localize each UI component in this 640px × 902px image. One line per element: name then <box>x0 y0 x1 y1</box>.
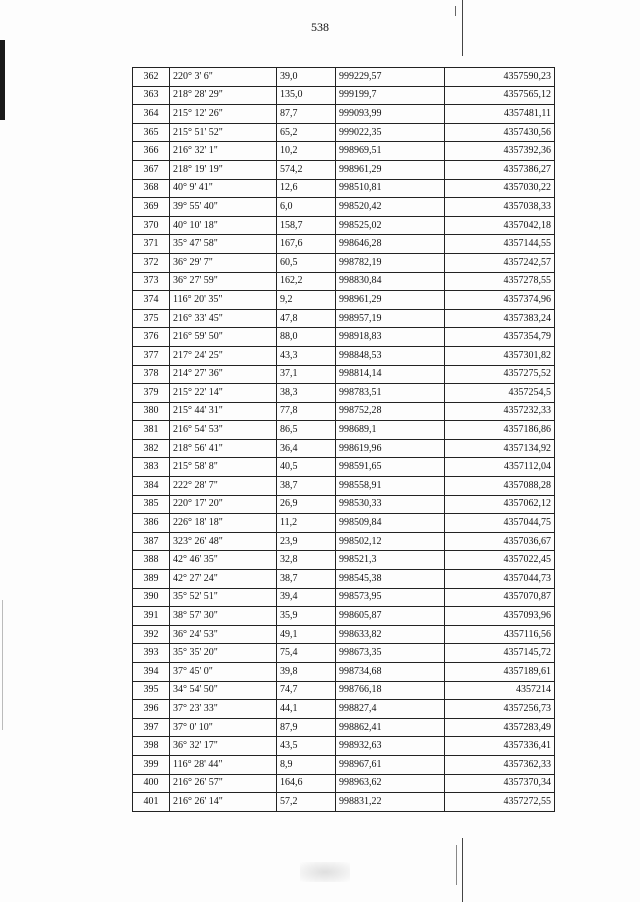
x-coordinate-cell: 998525,02 <box>336 216 445 235</box>
point-number-cell: 382 <box>133 439 170 458</box>
direction-angle-cell: 34° 54' 50" <box>170 681 277 700</box>
x-coordinate-cell: 998766,18 <box>336 681 445 700</box>
point-number-cell: 368 <box>133 179 170 198</box>
x-coordinate-cell: 998961,29 <box>336 291 445 310</box>
x-coordinate-cell: 998862,41 <box>336 718 445 737</box>
y-coordinate-cell: 4357088,28 <box>445 477 555 496</box>
distance-cell: 43,5 <box>277 737 336 756</box>
scan-artifact-bottom-line <box>462 838 463 902</box>
distance-cell: 23,9 <box>277 532 336 551</box>
y-coordinate-cell: 4357214 <box>445 681 555 700</box>
scan-artifact-smudge <box>300 862 350 882</box>
direction-angle-cell: 323° 26' 48" <box>170 532 277 551</box>
direction-angle-cell: 216° 26' 57" <box>170 774 277 793</box>
direction-angle-cell: 216° 26' 14" <box>170 793 277 812</box>
point-number-cell: 394 <box>133 663 170 682</box>
y-coordinate-cell: 4357038,33 <box>445 198 555 217</box>
distance-cell: 74,7 <box>277 681 336 700</box>
x-coordinate-cell: 998918,83 <box>336 328 445 347</box>
distance-cell: 37,1 <box>277 365 336 384</box>
y-coordinate-cell: 4357336,41 <box>445 737 555 756</box>
table-row <box>133 235 555 254</box>
direction-angle-cell: 216° 32' 1" <box>170 142 277 161</box>
table-row <box>133 570 555 589</box>
x-coordinate-cell: 998502,12 <box>336 532 445 551</box>
direction-angle-cell: 222° 28' 7" <box>170 477 277 496</box>
y-coordinate-cell: 4357116,56 <box>445 625 555 644</box>
scan-artifact-left-bar <box>0 40 5 120</box>
y-coordinate-cell: 4357042,18 <box>445 216 555 235</box>
x-coordinate-cell: 998545,38 <box>336 570 445 589</box>
table-row <box>133 198 555 217</box>
table-row <box>133 253 555 272</box>
table-row <box>133 160 555 179</box>
direction-angle-cell: 214° 27' 36" <box>170 365 277 384</box>
x-coordinate-cell: 998831,22 <box>336 793 445 812</box>
x-coordinate-cell: 998689,1 <box>336 421 445 440</box>
x-coordinate-cell: 998969,51 <box>336 142 445 161</box>
distance-cell: 88,0 <box>277 328 336 347</box>
y-coordinate-cell: 4357070,87 <box>445 588 555 607</box>
point-number-cell: 397 <box>133 718 170 737</box>
y-coordinate-cell: 4357112,04 <box>445 458 555 477</box>
direction-angle-cell: 36° 29' 7" <box>170 253 277 272</box>
x-coordinate-cell: 998830,84 <box>336 272 445 291</box>
y-coordinate-cell: 4357242,57 <box>445 253 555 272</box>
table-row <box>133 216 555 235</box>
point-number-cell: 376 <box>133 328 170 347</box>
point-number-cell: 391 <box>133 607 170 626</box>
table-row <box>133 402 555 421</box>
direction-angle-cell: 40° 10' 18" <box>170 216 277 235</box>
distance-cell: 135,0 <box>277 86 336 105</box>
distance-cell: 167,6 <box>277 235 336 254</box>
direction-angle-cell: 215° 58' 8" <box>170 458 277 477</box>
x-coordinate-cell: 998510,81 <box>336 179 445 198</box>
x-coordinate-cell: 998783,51 <box>336 384 445 403</box>
direction-angle-cell: 42° 46' 35" <box>170 551 277 570</box>
distance-cell: 12,6 <box>277 179 336 198</box>
table-row <box>133 272 555 291</box>
direction-angle-cell: 40° 9' 41" <box>170 179 277 198</box>
x-coordinate-cell: 998633,82 <box>336 625 445 644</box>
point-number-cell: 379 <box>133 384 170 403</box>
table-row <box>133 551 555 570</box>
direction-angle-cell: 216° 33' 45" <box>170 309 277 328</box>
y-coordinate-cell: 4357189,61 <box>445 663 555 682</box>
point-number-cell: 384 <box>133 477 170 496</box>
table-row <box>133 439 555 458</box>
x-coordinate-cell: 998591,65 <box>336 458 445 477</box>
y-coordinate-cell: 4357022,45 <box>445 551 555 570</box>
table-row <box>133 291 555 310</box>
x-coordinate-cell: 998619,96 <box>336 439 445 458</box>
distance-cell: 39,8 <box>277 663 336 682</box>
distance-cell: 158,7 <box>277 216 336 235</box>
table-row <box>133 142 555 161</box>
direction-angle-cell: 39° 55' 40" <box>170 198 277 217</box>
x-coordinate-cell: 998932,63 <box>336 737 445 756</box>
direction-angle-cell: 218° 19' 19" <box>170 160 277 179</box>
direction-angle-cell: 226° 18' 18" <box>170 514 277 533</box>
point-number-cell: 395 <box>133 681 170 700</box>
point-number-cell: 373 <box>133 272 170 291</box>
page-number: 538 <box>311 20 329 34</box>
direction-angle-cell: 220° 17' 20" <box>170 495 277 514</box>
distance-cell: 35,9 <box>277 607 336 626</box>
direction-angle-cell: 37° 45' 0" <box>170 663 277 682</box>
table-row <box>133 737 555 756</box>
point-number-cell: 387 <box>133 532 170 551</box>
table-row <box>133 421 555 440</box>
x-coordinate-cell: 998521,3 <box>336 551 445 570</box>
x-coordinate-cell: 998530,33 <box>336 495 445 514</box>
table-row <box>133 663 555 682</box>
distance-cell: 87,9 <box>277 718 336 737</box>
x-coordinate-cell: 998509,84 <box>336 514 445 533</box>
x-coordinate-cell: 998961,29 <box>336 160 445 179</box>
y-coordinate-cell: 4357354,79 <box>445 328 555 347</box>
y-coordinate-cell: 4357093,96 <box>445 607 555 626</box>
y-coordinate-cell: 4357062,12 <box>445 495 555 514</box>
x-coordinate-cell: 998967,61 <box>336 755 445 774</box>
point-number-cell: 375 <box>133 309 170 328</box>
x-coordinate-cell: 999199,7 <box>336 86 445 105</box>
y-coordinate-cell: 4357275,52 <box>445 365 555 384</box>
distance-cell: 38,7 <box>277 477 336 496</box>
point-number-cell: 378 <box>133 365 170 384</box>
table-row <box>133 532 555 551</box>
distance-cell: 162,2 <box>277 272 336 291</box>
x-coordinate-cell: 999229,57 <box>336 68 445 87</box>
distance-cell: 38,3 <box>277 384 336 403</box>
distance-cell: 60,5 <box>277 253 336 272</box>
point-number-cell: 390 <box>133 588 170 607</box>
table-row <box>133 495 555 514</box>
point-number-cell: 383 <box>133 458 170 477</box>
direction-angle-cell: 36° 32' 17" <box>170 737 277 756</box>
table-row <box>133 718 555 737</box>
distance-cell: 57,2 <box>277 793 336 812</box>
table-row <box>133 607 555 626</box>
y-coordinate-cell: 4357272,55 <box>445 793 555 812</box>
y-coordinate-cell: 4357383,24 <box>445 309 555 328</box>
table-row <box>133 588 555 607</box>
x-coordinate-cell: 998963,62 <box>336 774 445 793</box>
y-coordinate-cell: 4357278,55 <box>445 272 555 291</box>
direction-angle-cell: 36° 24' 53" <box>170 625 277 644</box>
table-row <box>133 68 555 87</box>
distance-cell: 39,0 <box>277 68 336 87</box>
x-coordinate-cell: 998827,4 <box>336 700 445 719</box>
y-coordinate-cell: 4357481,11 <box>445 105 555 124</box>
table-row <box>133 681 555 700</box>
direction-angle-cell: 215° 44' 31" <box>170 402 277 421</box>
distance-cell: 574,2 <box>277 160 336 179</box>
table-row <box>133 793 555 812</box>
distance-cell: 49,1 <box>277 625 336 644</box>
coordinates-table-body <box>133 68 555 812</box>
y-coordinate-cell: 4357144,55 <box>445 235 555 254</box>
distance-cell: 75,4 <box>277 644 336 663</box>
point-number-cell: 366 <box>133 142 170 161</box>
distance-cell: 77,8 <box>277 402 336 421</box>
table-row <box>133 458 555 477</box>
direction-angle-cell: 35° 47' 58" <box>170 235 277 254</box>
table-row <box>133 179 555 198</box>
point-number-cell: 398 <box>133 737 170 756</box>
table-row <box>133 625 555 644</box>
y-coordinate-cell: 4357232,33 <box>445 402 555 421</box>
point-number-cell: 380 <box>133 402 170 421</box>
y-coordinate-cell: 4357044,73 <box>445 570 555 589</box>
distance-cell: 32,8 <box>277 551 336 570</box>
direction-angle-cell: 217° 24' 25" <box>170 346 277 365</box>
table-row <box>133 365 555 384</box>
point-number-cell: 371 <box>133 235 170 254</box>
y-coordinate-cell: 4357256,73 <box>445 700 555 719</box>
direction-angle-cell: 216° 54' 53" <box>170 421 277 440</box>
point-number-cell: 372 <box>133 253 170 272</box>
point-number-cell: 401 <box>133 793 170 812</box>
y-coordinate-cell: 4357254,5 <box>445 384 555 403</box>
y-coordinate-cell: 4357370,34 <box>445 774 555 793</box>
y-coordinate-cell: 4357044,75 <box>445 514 555 533</box>
point-number-cell: 377 <box>133 346 170 365</box>
x-coordinate-cell: 998673,35 <box>336 644 445 663</box>
distance-cell: 43,3 <box>277 346 336 365</box>
point-number-cell: 369 <box>133 198 170 217</box>
direction-angle-cell: 216° 59' 50" <box>170 328 277 347</box>
direction-angle-cell: 36° 27' 59" <box>170 272 277 291</box>
table-row <box>133 514 555 533</box>
distance-cell: 11,2 <box>277 514 336 533</box>
point-number-cell: 374 <box>133 291 170 310</box>
direction-angle-cell: 215° 12' 26" <box>170 105 277 124</box>
y-coordinate-cell: 4357145,72 <box>445 644 555 663</box>
y-coordinate-cell: 4357301,82 <box>445 346 555 365</box>
x-coordinate-cell: 999022,35 <box>336 123 445 142</box>
y-coordinate-cell: 4357374,96 <box>445 291 555 310</box>
direction-angle-cell: 215° 22' 14" <box>170 384 277 403</box>
direction-angle-cell: 37° 23' 33" <box>170 700 277 719</box>
x-coordinate-cell: 998782,19 <box>336 253 445 272</box>
point-number-cell: 385 <box>133 495 170 514</box>
table-row <box>133 644 555 663</box>
direction-angle-cell: 218° 56' 41" <box>170 439 277 458</box>
x-coordinate-cell: 998814,14 <box>336 365 445 384</box>
point-number-cell: 364 <box>133 105 170 124</box>
distance-cell: 44,1 <box>277 700 336 719</box>
x-coordinate-cell: 998646,28 <box>336 235 445 254</box>
distance-cell: 47,8 <box>277 309 336 328</box>
point-number-cell: 367 <box>133 160 170 179</box>
table-row <box>133 755 555 774</box>
x-coordinate-cell: 998734,68 <box>336 663 445 682</box>
point-number-cell: 399 <box>133 755 170 774</box>
scan-artifact-top-tick <box>455 6 456 16</box>
distance-cell: 9,2 <box>277 291 336 310</box>
x-coordinate-cell: 998848,53 <box>336 346 445 365</box>
point-number-cell: 389 <box>133 570 170 589</box>
y-coordinate-cell: 4357386,27 <box>445 160 555 179</box>
point-number-cell: 392 <box>133 625 170 644</box>
distance-cell: 6,0 <box>277 198 336 217</box>
scan-artifact-edge-line <box>2 600 3 730</box>
point-number-cell: 363 <box>133 86 170 105</box>
x-coordinate-cell: 999093,99 <box>336 105 445 124</box>
table-row <box>133 86 555 105</box>
y-coordinate-cell: 4357362,33 <box>445 755 555 774</box>
table-row <box>133 774 555 793</box>
point-number-cell: 393 <box>133 644 170 663</box>
y-coordinate-cell: 4357036,67 <box>445 532 555 551</box>
point-number-cell: 362 <box>133 68 170 87</box>
coordinates-table <box>132 67 555 812</box>
distance-cell: 36,4 <box>277 439 336 458</box>
y-coordinate-cell: 4357590,23 <box>445 68 555 87</box>
y-coordinate-cell: 4357134,92 <box>445 439 555 458</box>
direction-angle-cell: 218° 28' 29" <box>170 86 277 105</box>
direction-angle-cell: 116° 20' 35" <box>170 291 277 310</box>
point-number-cell: 381 <box>133 421 170 440</box>
point-number-cell: 365 <box>133 123 170 142</box>
point-number-cell: 388 <box>133 551 170 570</box>
direction-angle-cell: 42° 27' 24" <box>170 570 277 589</box>
distance-cell: 87,7 <box>277 105 336 124</box>
distance-cell: 86,5 <box>277 421 336 440</box>
y-coordinate-cell: 4357565,12 <box>445 86 555 105</box>
point-number-cell: 400 <box>133 774 170 793</box>
table-row <box>133 309 555 328</box>
y-coordinate-cell: 4357392,36 <box>445 142 555 161</box>
table-row <box>133 105 555 124</box>
distance-cell: 10,2 <box>277 142 336 161</box>
y-coordinate-cell: 4357283,49 <box>445 718 555 737</box>
table-row <box>133 384 555 403</box>
table-row <box>133 346 555 365</box>
distance-cell: 8,9 <box>277 755 336 774</box>
table-row <box>133 477 555 496</box>
distance-cell: 164,6 <box>277 774 336 793</box>
distance-cell: 40,5 <box>277 458 336 477</box>
scan-artifact-bottom-tick <box>456 845 457 885</box>
distance-cell: 38,7 <box>277 570 336 589</box>
direction-angle-cell: 35° 35' 20" <box>170 644 277 663</box>
point-number-cell: 396 <box>133 700 170 719</box>
table-row <box>133 123 555 142</box>
x-coordinate-cell: 998520,42 <box>336 198 445 217</box>
y-coordinate-cell: 4357186,86 <box>445 421 555 440</box>
x-coordinate-cell: 998558,91 <box>336 477 445 496</box>
table-row <box>133 328 555 347</box>
y-coordinate-cell: 4357430,56 <box>445 123 555 142</box>
distance-cell: 65,2 <box>277 123 336 142</box>
direction-angle-cell: 38° 57' 30" <box>170 607 277 626</box>
y-coordinate-cell: 4357030,22 <box>445 179 555 198</box>
x-coordinate-cell: 998573,95 <box>336 588 445 607</box>
point-number-cell: 386 <box>133 514 170 533</box>
distance-cell: 39,4 <box>277 588 336 607</box>
x-coordinate-cell: 998605,87 <box>336 607 445 626</box>
distance-cell: 26,9 <box>277 495 336 514</box>
direction-angle-cell: 37° 0' 10" <box>170 718 277 737</box>
x-coordinate-cell: 998957,19 <box>336 309 445 328</box>
point-number-cell: 370 <box>133 216 170 235</box>
x-coordinate-cell: 998752,28 <box>336 402 445 421</box>
direction-angle-cell: 116° 28' 44" <box>170 755 277 774</box>
direction-angle-cell: 35° 52' 51" <box>170 588 277 607</box>
table-row <box>133 700 555 719</box>
direction-angle-cell: 215° 51' 52" <box>170 123 277 142</box>
direction-angle-cell: 220° 3' 6" <box>170 68 277 87</box>
